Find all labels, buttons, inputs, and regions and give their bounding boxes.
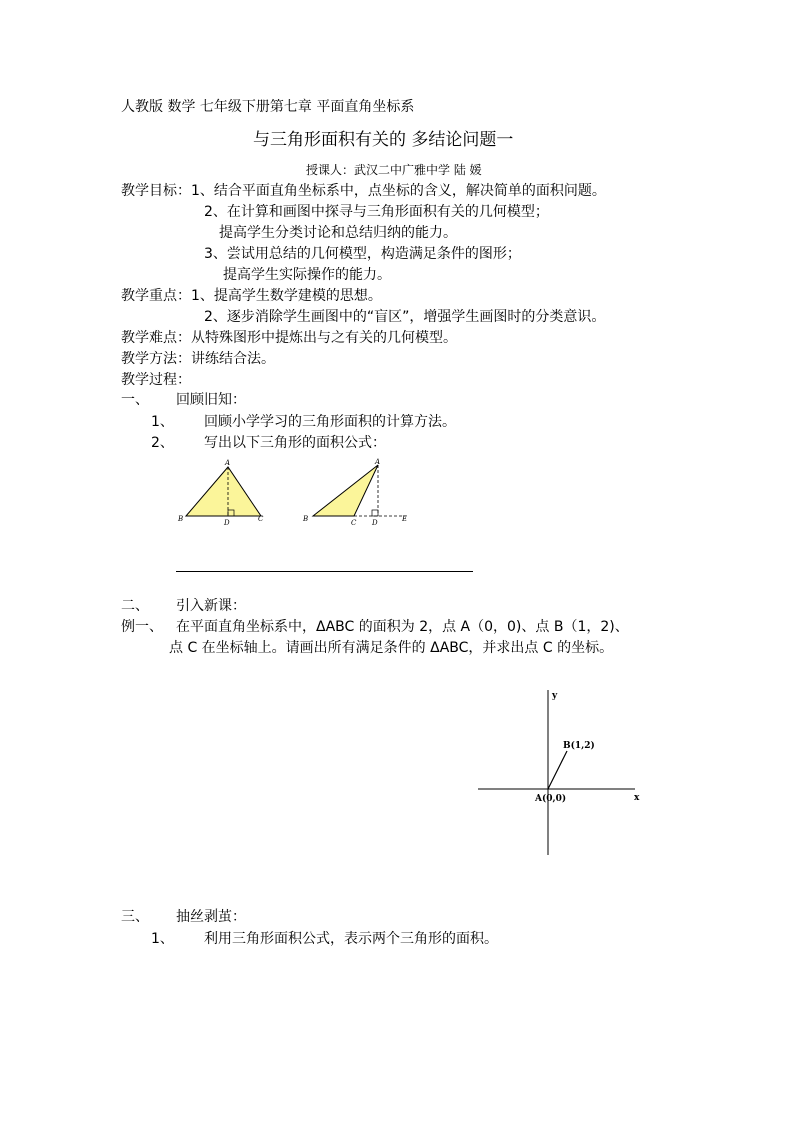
- answer-line: [176, 571, 473, 572]
- section3-item1: 利用三角形面积公式，表示两个三角形的面积。: [204, 931, 498, 947]
- triangle-1: [186, 467, 261, 516]
- section3-title: 抽丝剥茧：: [176, 909, 246, 925]
- section3-number: 三、: [121, 909, 149, 925]
- section1-item1-number: 1、: [151, 414, 174, 430]
- triangle-1-label-c: C: [258, 515, 264, 523]
- triangle-2-label-a: A: [375, 458, 381, 466]
- triangle-2-right-angle: [372, 510, 378, 516]
- triangle-2-label-c: C: [351, 519, 357, 527]
- difficulty-line: 教学难点：从特殊图形中提炼出与之有关的几何模型。: [121, 330, 457, 346]
- triangle-figures: [170, 455, 420, 530]
- objectives-label: 教学目标：: [121, 183, 191, 199]
- segment-ab: [548, 751, 567, 789]
- triangle-2-label-d: D: [372, 519, 378, 527]
- triangle-2-label-b: B: [303, 515, 309, 523]
- triangle-1-label-b: B: [178, 515, 184, 523]
- objective-3: 3、尝试用总结的几何模型，构造满足条件的图形；: [204, 246, 521, 262]
- triangle-2: [313, 465, 378, 516]
- point-b-label: B(1,2): [563, 741, 595, 751]
- keypoints-label: 教学重点：: [121, 288, 191, 304]
- breadcrumb: 人教版 数学 七年级下册第七章 平面直角坐标系: [121, 99, 415, 115]
- triangle-2-label-e: E: [402, 515, 408, 523]
- page-title: 与三角形面积有关的 多结论问题一: [253, 130, 514, 150]
- triangle-1-label-d: D: [224, 519, 230, 527]
- section1-item2: 写出以下三角形的面积公式：: [204, 435, 386, 451]
- objective-1: 1、结合平面直角坐标系中，点坐标的含义，解决简单的面积问题。: [191, 183, 606, 199]
- example-label: 例一、: [121, 619, 163, 635]
- coordinate-plane: [470, 685, 650, 860]
- triangle-1-label-a: A: [225, 459, 231, 467]
- keypoint-2: 2、逐步消除学生画图中的“盲区”，增强学生画图时的分类意识。: [204, 309, 606, 325]
- y-axis-label: y: [552, 691, 558, 701]
- process-label: 教学过程：: [121, 372, 191, 388]
- section2-title: 引入新课：: [176, 598, 246, 614]
- point-a-label: A(0,0): [535, 794, 567, 804]
- example-line-2: 点 C 在坐标轴上。请画出所有满足条件的 ΔABC，并求出点 C 的坐标。: [169, 640, 614, 656]
- keypoint-1: 1、提高学生数学建模的思想。: [191, 288, 382, 304]
- method-line: 教学方法：讲练结合法。: [121, 351, 275, 367]
- section2-number: 二、: [121, 598, 149, 614]
- section1-number: 一、: [121, 392, 149, 408]
- section1-item2-number: 2、: [151, 435, 174, 451]
- author-line: 授课人：武汉二中广雅中学 陆 媛: [306, 163, 482, 177]
- section1-title: 回顾旧知：: [176, 392, 246, 408]
- objective-2: 2、在计算和画图中探寻与三角形面积有关的几何模型；: [204, 204, 549, 220]
- section1-item1: 回顾小学学习的三角形面积的计算方法。: [204, 414, 456, 430]
- example-line-1: 在平面直角坐标系中，ΔABC 的面积为 2，点 A（0，0)、点 B（1，2)、: [176, 619, 629, 635]
- objective-3b: 提高学生实际操作的能力。: [223, 267, 391, 283]
- section3-item1-number: 1、: [151, 931, 174, 947]
- objective-2b: 提高学生分类讨论和总结归纳的能力。: [219, 225, 457, 241]
- x-axis-label: x: [634, 793, 640, 803]
